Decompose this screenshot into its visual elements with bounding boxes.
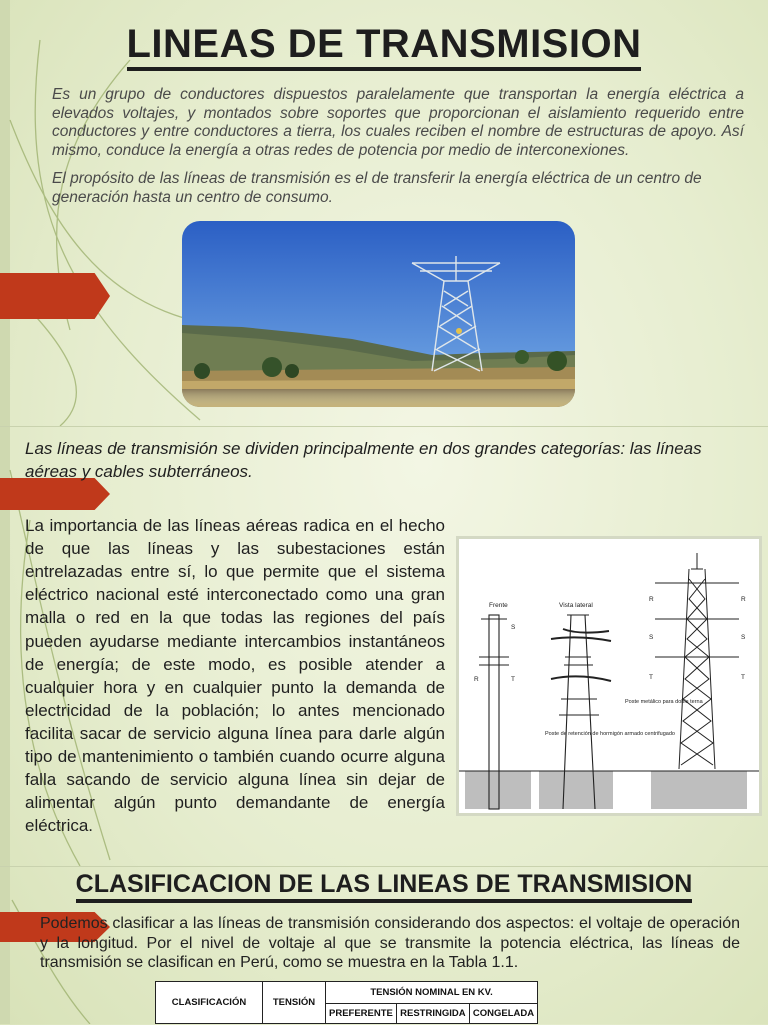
tower-structures-diagram	[456, 536, 762, 816]
classification-paragraph: Podemos clasificar a las líneas de transmisión considerando dos aspectos: el voltaje de operación y la longitud. Por el nivel de voltaje al que se transmite la potencia eléctrica, las líneas de transmisión se clasifican en Perú, como se muestra en la Tabla 1.1.	[40, 915, 740, 972]
transmission-tower-photo	[182, 221, 575, 407]
intro-paragraph: Es un grupo de conductores dispuestos paralelamente que transportan la energía eléctrica a elevados voltajes, y montados sobre soportes que proporcionan el aislamiento requerido entre conductores y entre conductores a tierra, los cuales reciben el nombre de estructuras de apoyo. Así mismo, conduce la energía a otras redes de potencia por medio de interconexiones.	[52, 86, 744, 159]
label-t-metal-right: T	[741, 674, 745, 681]
table-sub-congelada: CONGELADA	[469, 1004, 537, 1024]
page-title: LINEAS DE TRANSMISION	[0, 22, 768, 67]
table-header-clasificacion: CLASIFICACIÓN	[156, 982, 263, 1024]
label-side: Vista lateral	[559, 602, 593, 609]
purpose-paragraph: El propósito de las líneas de transmisión es el de transferir la energía eléctrica de un centro de generación hasta un centro de consumo.	[52, 170, 702, 206]
importance-paragraph: La importancia de las líneas aéreas radica en el hecho de que las líneas y las subestaciones están entrelazadas entre sí, lo que permite que el sistema eléctrico nacional esté interconectado como una gran malla o red en la que todas las regiones del país pueden ayudarse mediante intercambios instantáneos de energía; de este modo, es posible atender a cualquier hora y en cualquier punto la demanda de electricidad de la población; lo antes mencionado facilita sacar de servicio alguna línea para darle algún tipo de mantenimiento o también cuando ocurre alguna falla sacando de servicio alguna línea sin dejar de alimentar algún punto demandante de energía eléctrica.	[25, 516, 445, 836]
table-header-tension: TENSIÓN	[263, 982, 326, 1024]
table-header-nominal: TENSIÓN NOMINAL EN KV.	[326, 982, 538, 1004]
label-s-metal-right: S	[741, 634, 746, 641]
label-r-front: R	[474, 676, 479, 683]
label-s-front: S	[511, 624, 516, 631]
label-r-metal-right: R	[741, 596, 746, 603]
section-title: CLASIFICACION DE LAS LINEAS DE TRANSMISION	[0, 870, 768, 899]
table-sub-preferente: PREFERENTE	[326, 1004, 397, 1024]
label-front: Frente	[489, 602, 508, 609]
label-metal-pole: Poste metálico para doble terna	[625, 699, 703, 705]
label-t-metal-left: T	[649, 674, 653, 681]
classification-table	[155, 981, 538, 1024]
label-r-metal-left: R	[649, 596, 654, 603]
table-sub-restringida: RESTRINGIDA	[396, 1004, 469, 1024]
categories-paragraph: Las líneas de transmisión se dividen principalmente en dos grandes categorías: las líneas aéreas y cables subterráneos.	[25, 439, 702, 481]
label-concrete-pole: Poste de retención de hormigón armado centrifugado	[545, 731, 675, 737]
label-t-front: T	[511, 676, 515, 683]
label-s-metal-left: S	[649, 634, 654, 641]
